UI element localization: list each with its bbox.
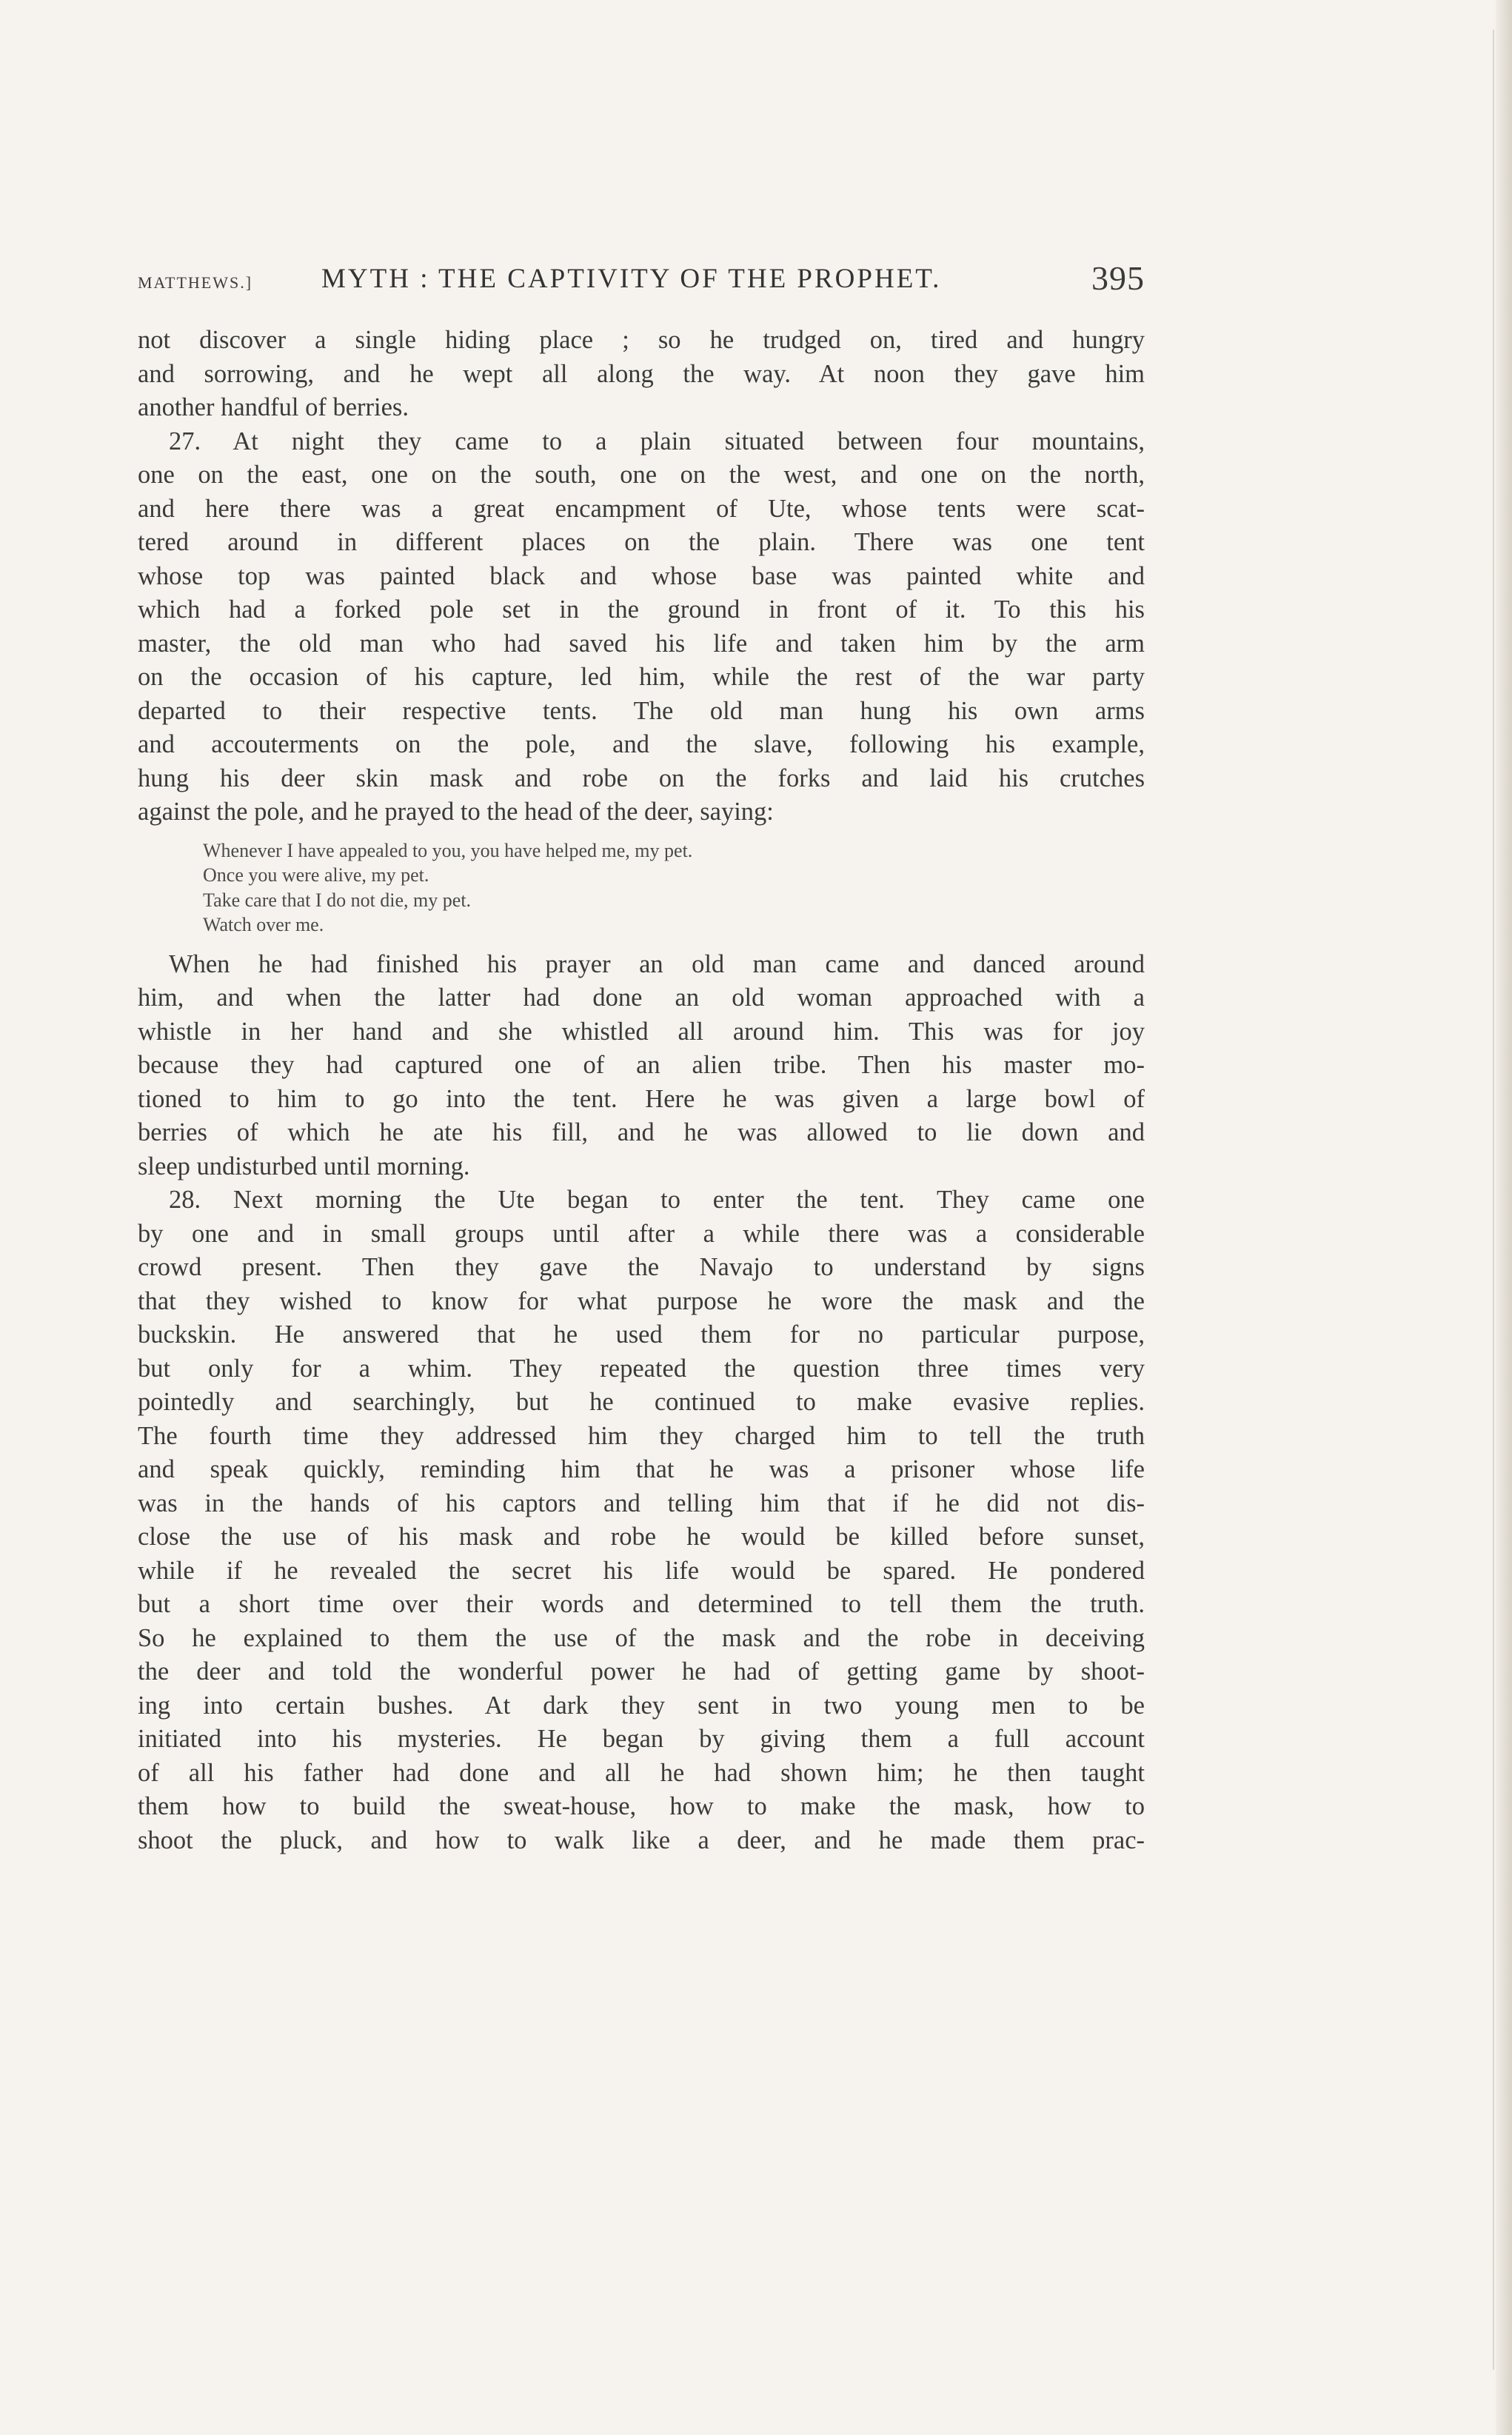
text-line: So he explained to them the use of the mask and the robe in deceiving: [138, 1623, 1145, 1652]
page-edge: [1496, 0, 1512, 2435]
text-line: tered around in different places on the plain. There was one tent: [138, 528, 1145, 556]
page-number: 395: [1091, 259, 1145, 297]
text-line: departed to their respective tents. The old man hung his own arms: [138, 696, 1145, 725]
header-author: MATTHEWS.]: [138, 273, 253, 292]
text-line: whose top was painted black and whose base was painted white and: [138, 561, 1145, 590]
text-line: hung his deer skin mask and robe on the forks and laid his crutches: [138, 764, 1145, 792]
text-line: master, the old man who had saved his life and taken him by the arm: [138, 629, 1145, 658]
text-line: because they had captured one of an alien tribe. Then his master mo-: [138, 1051, 1145, 1079]
text-line: tioned to him to go into the tent. Here he was given a large bowl of: [138, 1084, 1145, 1113]
binding-shadow: [1493, 30, 1494, 2370]
text-line: them how to build the sweat-house, how to make the mask, how to: [138, 1792, 1145, 1820]
prayer-verse: [203, 838, 943, 938]
text-line: The fourth time they addressed him they charged him to tell the truth: [138, 1421, 1145, 1450]
verse-line: Watch over me.: [203, 914, 324, 935]
text-line: against the pole, and he prayed to the head of the deer, saying:: [138, 798, 774, 826]
text-line: one on the east, one on the south, one on the west, and one on the north,: [138, 461, 1145, 489]
header-title: MYTH : THE CAPTIVITY OF THE PROPHET.: [321, 264, 942, 294]
text-line: 27. At night they came to a plain situated between four mountains,: [169, 427, 1145, 455]
text-line: buckskin. He answered that he used them for no particular purpose,: [138, 1320, 1145, 1349]
text-line: and sorrowing, and he wept all along the way. At noon they gave him: [138, 359, 1145, 388]
text-line: not discover a single hiding place ; so he trudged on, tired and hungry: [138, 326, 1145, 354]
paragraph-group-b: [138, 948, 1145, 1858]
paragraph-group-a: [138, 324, 1145, 829]
text-line: him, and when the latter had done an old woman approached with a: [138, 983, 1145, 1012]
text-line: initiated into his mysteries. He began by giving them a full account: [138, 1725, 1145, 1753]
text-line: which had a forked pole set in the ground in front of it. To this his: [138, 595, 1145, 624]
text-line: berries of which he ate his fill, and he was allowed to lie down and: [138, 1118, 1145, 1146]
running-header: [138, 259, 1145, 307]
text-line: while if he revealed the secret his life would be spared. He pondered: [138, 1556, 1145, 1585]
text-line: but a short time over their words and determined to tell them the truth.: [138, 1590, 1145, 1618]
verse-line: Whenever I have appealed to you, you have helped me, my pet.: [203, 839, 693, 861]
text-line: but only for a whim. They repeated the question three times very: [138, 1354, 1145, 1383]
text-line: pointedly and searchingly, but he continued to make evasive replies.: [138, 1388, 1145, 1416]
text-line: When he had finished his prayer an old man came and danced around: [169, 949, 1145, 978]
text-line: of all his father had done and all he had shown him; he then taught: [138, 1758, 1145, 1787]
text-line: the deer and told the wonderful power he had of getting game by shoot-: [138, 1657, 1145, 1686]
text-line: 28. Next morning the Ute began to enter the tent. They came one: [169, 1186, 1145, 1214]
text-line: crowd present. Then they gave the Navajo to understand by signs: [138, 1253, 1145, 1281]
verse-line: Once you were alive, my pet.: [203, 864, 429, 886]
text-line: another handful of berries.: [138, 393, 409, 421]
text-line: shoot the pluck, and how to walk like a deer, and he made them prac-: [138, 1826, 1145, 1854]
text-line: and accouterments on the pole, and the slave, following his example,: [138, 730, 1145, 758]
verse-line: Take care that I do not die, my pet.: [203, 889, 472, 911]
text-line: ing into certain bushes. At dark they sent in two young men to be: [138, 1691, 1145, 1720]
text-line: on the occasion of his capture, led him, while the rest of the war party: [138, 663, 1145, 691]
text-line: close the use of his mask and robe he would be killed before sunset,: [138, 1523, 1145, 1551]
text-line: and speak quickly, reminding him that he was a prisoner whose life: [138, 1455, 1145, 1483]
text-line: and here there was a great encampment of Ute, whose tents were scat-: [138, 494, 1145, 523]
body-text: [138, 324, 1145, 1857]
text-line: whistle in her hand and she whistled all around him. This was for joy: [138, 1017, 1145, 1046]
text-line: sleep undisturbed until morning.: [138, 1152, 470, 1180]
text-line: by one and in small groups until after a while there was a considerable: [138, 1219, 1145, 1248]
text-line: was in the hands of his captors and telling him that if he did not dis-: [138, 1489, 1145, 1517]
text-line: that they wished to know for what purpose he wore the mask and the: [138, 1286, 1145, 1315]
